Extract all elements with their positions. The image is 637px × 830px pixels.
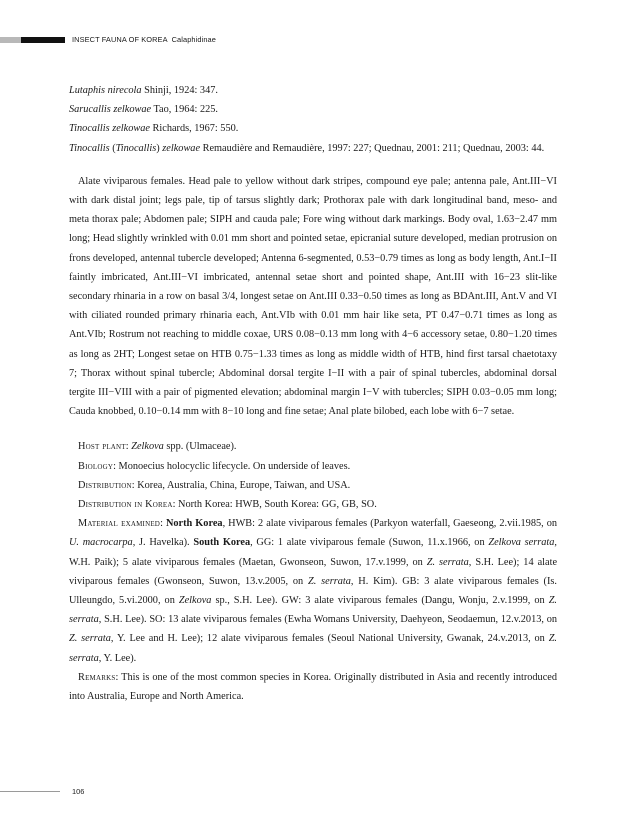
page-number: 106	[72, 787, 85, 796]
paren-open: (	[109, 142, 116, 154]
series-title: INSECT FAUNA OF KOREA	[72, 35, 168, 44]
material-text: , Y. Lee).	[98, 652, 137, 664]
biology-section	[69, 457, 557, 476]
material-text: , W.H. Paik); 5 alate viviparous females (Maetan, Gwonseon, Suwon, 17.v.1999, on	[69, 537, 557, 568]
synonym-line	[69, 81, 557, 100]
host-name: Zelkova serrata	[488, 537, 555, 549]
taxon-name: Sarucallis zelkowae	[69, 104, 152, 116]
page-content	[69, 81, 557, 706]
host-plant-rest: spp. (Ulmaceae).	[163, 441, 237, 453]
description-paragraph: Alate viviparous females. Head pale to yellow without dark stripes, compound eye pale; antenna pale, Ant.III−VI with dark distal joint; legs pale, tip of tarsus slightly dark; Prothorax pale with dark longitudinal band, meso- and meta thorax pale; Abdomen pale; SIPH and cauda pale; Fore wing without dark markings. Body oval, 1.63−2.47 mm long; Head slightly wrinkled with 0.01 mm short and pointed setae, epicranial suture developed, median protrusion on frons developed, antennal tubercle developed; Antenna 6-segmented, 0.53−0.79 times as long as body length, Ant.I−II faintly imbricated, Ant.III−VI imbricated, antennal setae short and pointed shape, Ant.III with 16−23 slit-like secondary rhinaria in a row on basal 3/4, longest setae on Ant.III 0.33−0.50 times as long as BDAnt.III, Ant.V and VI with ciliated rounded primary rhinaria each, Ant.VIb with 0.01 mm hair like seta, PT 0.47−0.71 times as long as Ant.VIb; Rostrum not reaching to middle coxae, URS 0.08−0.13 mm long with 4−6 accessory setae, 0.80−1.20 times as long as 2HT; Longest setae on HTB 0.75−1.33 times as long as middle width of HTB, hind first tarsal chaetotaxy 7; Thorax without spinal tubercle; Abdominal dorsal tergite I−II with a pair of spinal tubercles, abdominal dorsal tergite III−VIII with a pair of pigmented elevation; abdominal margin I−V with tubercles; SIPH 0.03−0.05 mm long; Cauda knobbed, 0.10−0.14 mm with 8−10 long and fine setae; Anal plate bilobed, each lobe with 6−7 setae.	[69, 175, 557, 418]
host-plant-sep: :	[125, 441, 132, 453]
distribution-korea-sep: :	[172, 499, 179, 511]
material-label: Material examined	[78, 518, 161, 530]
synonym-line	[69, 139, 557, 158]
host-name: Z. serrata	[69, 595, 557, 626]
header-gray-bar	[0, 37, 21, 43]
material-examined-section	[69, 514, 557, 668]
material-text: , S.H. Lee); 14 alate viviparous females (Gwonseon, Suwon, 13.v.2005, on	[69, 556, 558, 587]
subfamily-title: Calaphidinae	[171, 35, 216, 44]
biology-text: Monoecius holocyclic lifecycle. On underside of leaves.	[118, 460, 351, 472]
distribution-section	[69, 476, 557, 495]
distribution-korea-text: North Korea: HWB, South Korea: GG, GB, SO.	[178, 499, 377, 511]
taxon-subgenus: Tinocallis	[115, 142, 157, 154]
distribution-korea-label: Distribution in Korea	[78, 499, 173, 511]
running-header	[0, 33, 637, 47]
north-korea-label: North Korea	[165, 518, 223, 530]
host-plant-genus: Zelkova	[131, 441, 164, 453]
biology-label: Biology	[78, 460, 114, 472]
material-text: , H. Kim). GB: 3 alate viviparous females (Is. Ulleungdo, 5.vi.2000, on	[69, 575, 557, 607]
biology-sep: :	[113, 460, 119, 472]
remarks-label: Remarks	[78, 671, 116, 683]
remarks-text: This is one of the most common species in Korea. Originally distributed in Asia and recently introduced into Australia, Europe and North America.	[69, 671, 557, 703]
taxon-author: Shinji, 1924: 347.	[141, 85, 218, 96]
taxon-author: Richards, 1967: 550.	[149, 123, 239, 135]
taxon-name: Tinocallis zelkowae	[69, 123, 150, 135]
remarks-sep: :	[115, 671, 122, 683]
host-name: Z. serrata	[426, 556, 469, 568]
south-korea-label: South Korea	[193, 537, 251, 549]
distribution-label: Distribution	[78, 479, 132, 491]
host-name: Z. serrata	[69, 633, 557, 664]
host-plant-label: Host plant	[78, 441, 126, 453]
distribution-sep: :	[131, 479, 138, 491]
distribution-text: Korea, Australia, China, Europe, Taiwan, and USA.	[137, 479, 351, 491]
host-name: Z. serrata	[69, 633, 111, 645]
taxon-author: Remaudière and Remaudière, 1997: 227; Quednau, 2001: 211; Quednau, 2003: 44.	[200, 142, 545, 154]
material-text: , S.H. Lee). SO: 13 alate viviparous females (Ewha Womans University, Daehyeon, Seodaemun, 12.v.2013, on	[98, 614, 557, 626]
taxon-author: Tao, 1964: 225.	[151, 104, 218, 116]
taxon-name: Lutaphis nirecola	[69, 85, 142, 96]
material-text: , Y. Lee and H. Lee); 12 alate viviparous females (Seoul National University, Gwanak, 24.v.2013, on	[110, 633, 549, 645]
host-plant-section	[69, 437, 557, 456]
host-name: Z. serrata	[308, 575, 351, 587]
material-sep: :	[160, 518, 166, 530]
distribution-korea-section	[69, 495, 557, 514]
host-name: Zelkova	[178, 595, 212, 607]
taxon-species: zelkowae	[162, 142, 201, 154]
paren-close: )	[156, 142, 163, 154]
material-text: sp., S.H. Lee). GW: 3 alate viviparous females (Dangu, Wonju, 2.v.1999, on	[211, 595, 549, 607]
synonym-line	[69, 100, 557, 119]
footer-rule	[0, 791, 60, 792]
host-name: U. macrocarpa	[69, 537, 133, 549]
material-text: , GG: 1 alate viviparous female (Suwon, 11.x.1966, on	[250, 537, 489, 549]
taxon-genus: Tinocallis	[69, 142, 110, 154]
material-text: , J. Havelka).	[132, 537, 194, 549]
material-text: , HWB: 2 alate viviparous females (Parkyon waterfall, Gaeseong, 2.vii.1985, on	[222, 518, 558, 530]
remarks-section	[69, 668, 557, 706]
synonym-line	[69, 119, 557, 138]
header-black-bar	[21, 37, 65, 43]
header-text	[72, 33, 216, 47]
